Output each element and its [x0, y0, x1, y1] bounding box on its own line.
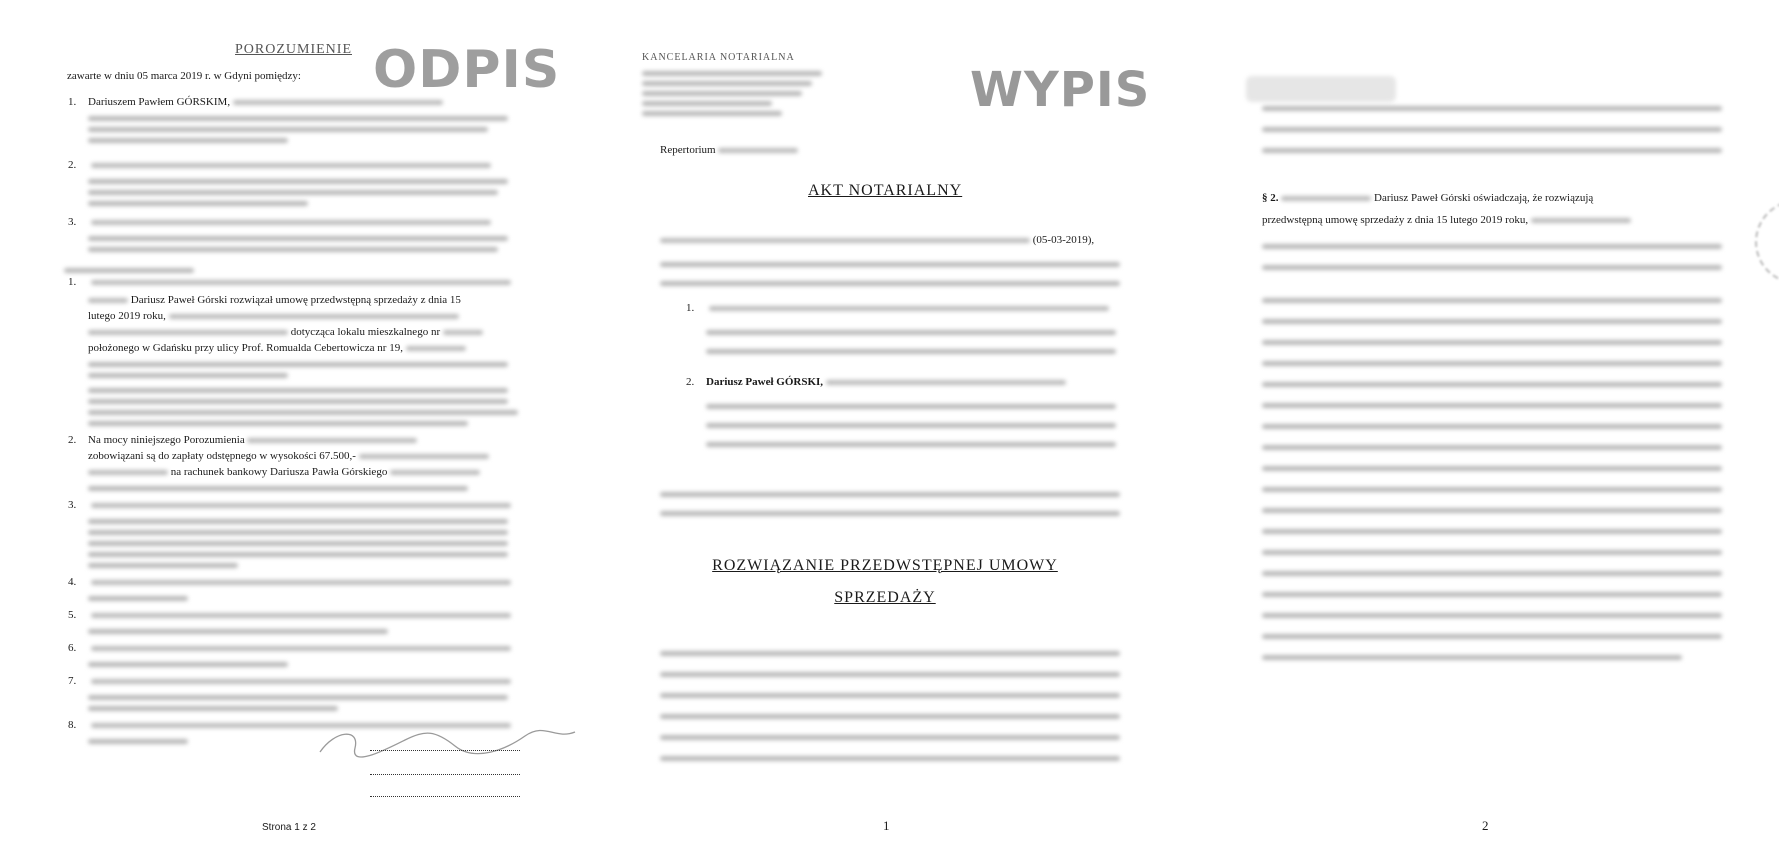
document-page-2: [620, 0, 1180, 868]
clause-body: [88, 519, 538, 568]
intro-text: zawarte w dniu 05 marca 2019 r. w Gdyni pomiędzy:: [67, 70, 301, 82]
document-page-1: [0, 0, 590, 868]
deed-date: (05-03-2019),: [1032, 234, 1095, 246]
party-list: [686, 300, 1116, 461]
clause-item: 1.: [68, 274, 538, 290]
office-header: KANCELARIA NOTARIALNA: [642, 52, 795, 63]
clause-text: Na mocy niniejszego Porozumienia: [88, 434, 245, 446]
redacted-block: [642, 66, 822, 121]
page-title: POROZUMIENIE: [235, 42, 352, 57]
clause-item: 2. Na mocy niniejszego Porozumienia: [68, 432, 538, 448]
section-number: § 2.: [1262, 192, 1279, 204]
page-number: 1: [883, 818, 890, 833]
clause-body: [88, 292, 538, 426]
subject-line: SPRZEDAŻY: [834, 589, 936, 606]
clause-text: na rachunek bankowy Dariusza Pawła Górskiego: [170, 466, 388, 478]
clause-item: 8.: [68, 717, 538, 733]
clause-body: [88, 448, 538, 491]
redacted-text: [660, 238, 1030, 243]
clause-text: zobowiązani są do zapłaty odstępnego w wysokości 67.500,-: [88, 450, 356, 462]
redacted-text: [1531, 218, 1631, 223]
party-item: 2. Dariusz Paweł GÓRSKI,: [686, 374, 1116, 390]
clause-item: 7.: [68, 673, 538, 689]
clause-text: położonego w Gdańsku przy ulicy Prof. Romualda Cebertowicza nr 19,: [88, 342, 403, 354]
repertorium-label: Repertorium: [660, 144, 716, 156]
redacted-text: [233, 100, 443, 105]
party-item: 1. Dariuszem Pawłem GÓRSKIM,: [68, 94, 528, 110]
section-2: [1262, 190, 1732, 286]
redacted-text: [826, 380, 1066, 385]
notary-seal-icon: [1755, 200, 1779, 284]
party-name: Dariusz Paweł GÓRSKI,: [706, 376, 824, 388]
page-footer: Strona 1 z 2: [262, 822, 316, 833]
redacted-text: [709, 306, 1109, 311]
redacted-text: [718, 148, 798, 153]
odpis-stamp: ODPIS: [373, 40, 561, 100]
page-number: 2: [1482, 818, 1489, 833]
redacted-block: [88, 236, 528, 252]
clause-item: 4.: [68, 574, 538, 590]
signature-line: [370, 782, 520, 797]
party-item: 3.: [68, 214, 528, 230]
document-heading: AKT NOTARIALNY: [808, 182, 963, 199]
party-name: Dariuszem Pawłem GÓRSKIM,: [88, 96, 231, 108]
repertorium-line: [660, 142, 798, 158]
redacted-block: [88, 179, 528, 206]
clause-list: [68, 274, 538, 750]
party-item: 2.: [68, 157, 528, 173]
clause-text: lutego 2019 roku,: [88, 310, 166, 322]
wypis-stamp: WYPIS: [970, 62, 1151, 118]
redacted-block: [1262, 282, 1722, 676]
deed-subject-heading: [708, 550, 1062, 614]
redacted-text: [1281, 196, 1371, 201]
clause-item: 5.: [68, 607, 538, 623]
subject-line: ROZWIĄZANIE PRZEDWSTĘPNEJ UMOWY: [712, 557, 1058, 574]
clause-item: 3.: [68, 497, 538, 513]
party-list: [68, 94, 528, 258]
statement-text: przedwstępną umowę sprzedaży z dnia: [1262, 214, 1434, 226]
document-page-3: [1230, 0, 1779, 868]
redacted-text: [91, 280, 511, 285]
redacted-text: [91, 163, 491, 168]
redacted-block: [660, 478, 1120, 530]
redacted-text: [91, 220, 491, 225]
statement-text: 15 lutego 2019 roku,: [1436, 214, 1529, 226]
party-item: 1.: [686, 300, 1116, 316]
clause-item: 6.: [68, 640, 538, 656]
redacted-block: [88, 116, 528, 143]
statement-text: Dariusz Paweł Górski oświadczają, że rozwiązują: [1374, 192, 1594, 204]
redacted-block: [660, 635, 1120, 777]
clause-text: Dariusz Paweł Górski rozwiązał umowę przedwstępną sprzedaży z dnia 15: [130, 294, 461, 306]
signature-line: [370, 760, 520, 775]
preamble: [660, 232, 1120, 300]
redacted-block: [1262, 90, 1722, 169]
clause-text: dotycząca lokalu mieszkalnego nr: [290, 326, 441, 338]
signature-area: [315, 720, 585, 805]
signature-line: [370, 736, 520, 751]
